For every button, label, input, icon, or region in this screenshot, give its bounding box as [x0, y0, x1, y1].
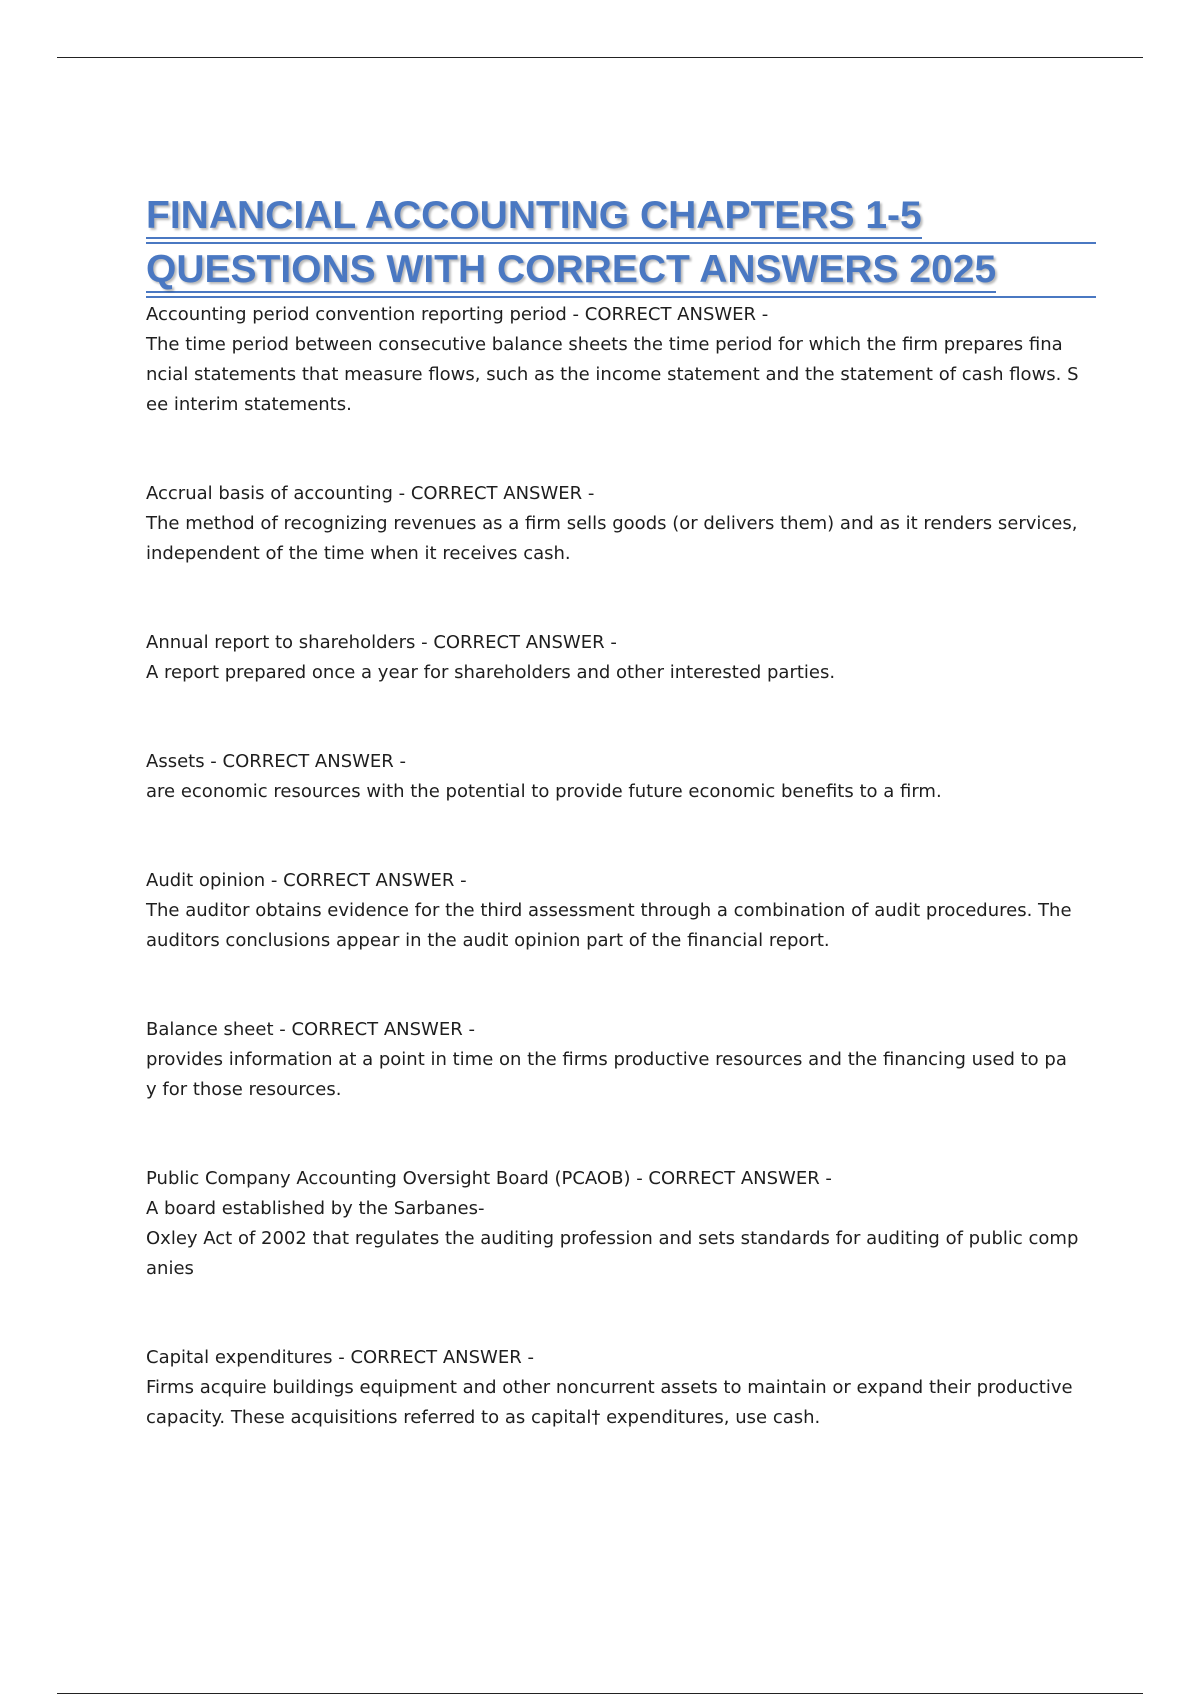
document-title-line-2: QUESTIONS WITH CORRECT ANSWERS 2025	[146, 248, 997, 291]
qa-entry	[146, 628, 1096, 688]
qa-term: Annual report to shareholders - CORRECT ANSWER -	[146, 632, 617, 653]
qa-entry	[146, 1343, 1096, 1433]
page-top-rule	[57, 57, 1143, 58]
qa-answer: The method of recognizing revenues as a firm sells goods (or delivers them) and as it renders services, independent of the time when it receives cash.	[146, 513, 1078, 564]
qa-entry	[146, 866, 1096, 956]
qa-answer: A report prepared once a year for shareholders and other interested parties.	[146, 662, 836, 683]
qa-answer: provides information at a point in time on the firms productive resources and the financing used to pa y for those resources.	[146, 1049, 1067, 1100]
document-title-line-1: FINANCIAL ACCOUNTING CHAPTERS 1-5	[146, 194, 922, 237]
qa-term: Audit opinion - CORRECT ANSWER -	[146, 870, 467, 891]
qa-answer: The time period between consecutive balance sheets the time period for which the firm prepares fina ncial statements that measure flows, such as the income statement and the statement of cash flows. S ee interim statements.	[146, 334, 1079, 415]
qa-entry	[146, 747, 1096, 807]
qa-term: Accounting period convention reporting period - CORRECT ANSWER -	[146, 304, 769, 325]
qa-term: Assets - CORRECT ANSWER -	[146, 751, 407, 772]
qa-answer: are economic resources with the potential to provide future economic benefits to a firm.	[146, 781, 942, 802]
qa-entry	[146, 1164, 1096, 1284]
page-bottom-rule	[57, 1693, 1143, 1694]
qa-list	[146, 300, 1096, 1433]
qa-entry	[146, 479, 1096, 569]
qa-term: Accrual basis of accounting - CORRECT ANSWER -	[146, 483, 595, 504]
qa-term: Balance sheet - CORRECT ANSWER -	[146, 1019, 475, 1040]
qa-entry	[146, 1015, 1096, 1105]
qa-term: Capital expenditures - CORRECT ANSWER -	[146, 1347, 534, 1368]
qa-answer: A board established by the Sarbanes- Oxley Act of 2002 that regulates the auditing profession and sets standards for auditing of public comp anies	[146, 1198, 1079, 1279]
qa-entry	[146, 300, 1096, 420]
document-title	[146, 190, 1096, 298]
document-body	[146, 190, 1096, 1433]
qa-answer: The auditor obtains evidence for the third assessment through a combination of audit procedures. The auditors conclusions appear in the audit opinion part of the financial report.	[146, 900, 1072, 951]
qa-answer: Firms acquire buildings equipment and other noncurrent assets to maintain or expand their productive capacity. These acquisitions referred to as capital† expenditures, use cash.	[146, 1377, 1073, 1428]
qa-term: Public Company Accounting Oversight Board (PCAOB) - CORRECT ANSWER -	[146, 1168, 832, 1189]
